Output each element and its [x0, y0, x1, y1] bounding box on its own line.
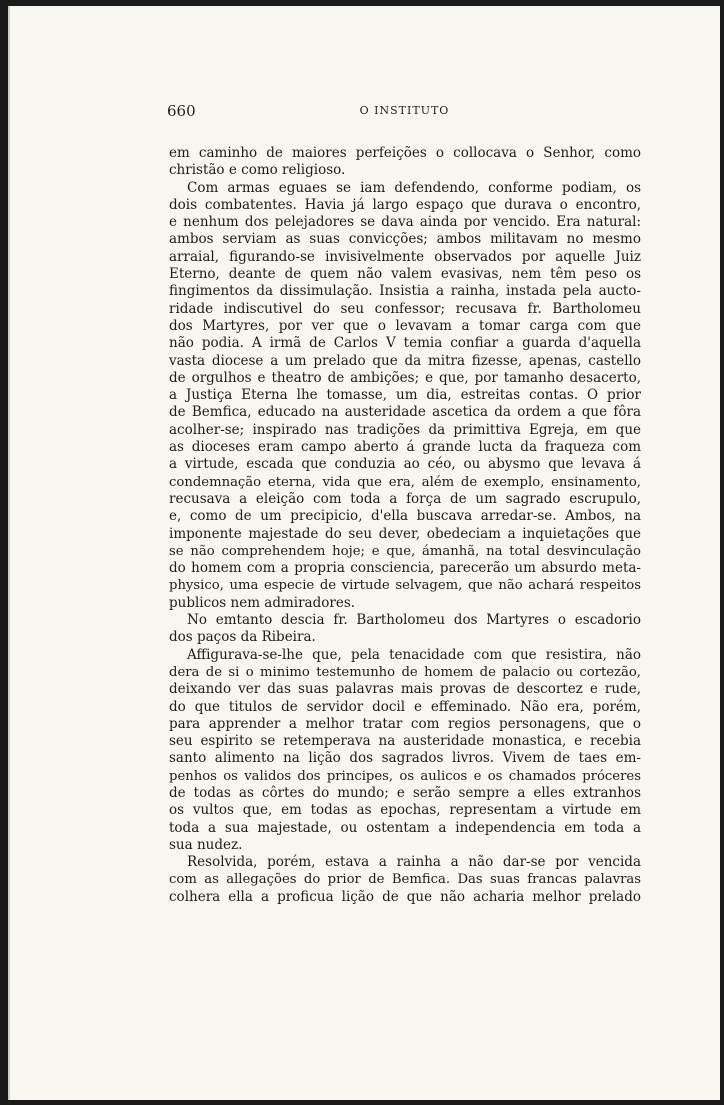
text-line: ambos serviam as suas convicções; ambos militavam no mesmo [169, 231, 641, 248]
text-line: acolher-se; inspirado nas tradições da primittiva Egreja, em que [169, 421, 641, 438]
text-line: physico, uma especie de virtude selvagem, que não achará respeitos [169, 578, 641, 594]
text-line: Affigurava-se-lhe que, pela tenacidade com que resistira, não [187, 646, 641, 663]
text-line: vasta diocese a um prelado que da mitra fizesse, apenas, castello [169, 352, 641, 369]
text-line: condemnação eterna, vida que era, além de exemplo, ensinamento, [169, 474, 641, 490]
page-number: 660 [167, 102, 196, 120]
text-line: penhos os validos dos principes, os aulicos e os chamados próceres [169, 768, 641, 784]
text-line: Com armas eguaes se iam defendendo, conforme podiam, os [187, 179, 641, 196]
body-text [169, 145, 641, 906]
text-line: Eterno, deante de quem não valem evasivas, nem têm peso os [169, 266, 641, 283]
text-line: de todas as côrtes do mundo; e serão sempre a elles extranhos [169, 784, 641, 801]
text-line: e nenhum dos pelejadores se dava ainda por vencido. Era natural: [169, 214, 641, 231]
text-line: arraial, figurando-se invisivelmente observados por aquelle Juiz [169, 248, 641, 265]
text-line: as dioceses eram campo aberto á grande lucta da fraqueza com [169, 439, 641, 456]
text-line: santo alimento na lição dos sagrados livros. Vivem de taes em- [169, 750, 641, 767]
text-line: colhera ella a proficua lição de que não acharia melhor prelado [169, 888, 641, 905]
text-line: não podia. A irmã de Carlos V temia confiar a guarda d'aquella [169, 335, 641, 352]
text-line: dera de si o minimo testemunho de homem de palacio ou cortezão, [169, 664, 641, 680]
text-line: ridade indiscutivel do seu confessor; recusava fr. Bartholomeu [169, 300, 641, 317]
text-line: do homem com a propria consciencia, parecerão um absurdo meta- [169, 560, 641, 577]
text-line: de orgulhos e theatro de ambições; e que, por tamanho desacerto, [169, 369, 641, 386]
text-line: recusava a eleição com toda a força de um sagrado escrupulo, [169, 490, 641, 507]
text-line: dos paços da Ribeira. [169, 629, 316, 646]
text-line: e, como de um precipicio, d'ella buscava arredar-se. Ambos, na [169, 508, 641, 525]
page-header [167, 102, 642, 122]
text-line: do que titulos de servidor docil e effeminado. Não era, porém, [169, 698, 641, 715]
text-line: No emtanto descia fr. Bartholomeu dos Martyres o escadorio [187, 612, 641, 629]
text-line: imponente majestade do seu dever, obedeciam a inquietações que [169, 525, 641, 542]
text-line: deixando ver das suas palavras mais provas de descortez e rude, [169, 681, 641, 698]
text-line: os vultos que, em todas as epochas, representam a virtude em [169, 802, 641, 819]
text-line: Resolvida, porém, estava a rainha a não dar-se por vencida [187, 854, 641, 871]
text-line: a Justiça Eterna lhe tomasse, um dia, estreitas contas. O prior [169, 387, 641, 404]
text-line: toda a sua majestade, ou ostentam a independencia em toda a [169, 819, 641, 836]
text-line: sua nudez. [169, 836, 243, 853]
text-line: com as allegações do prior de Bemfica. Das suas francas palavras [169, 872, 641, 888]
text-line: para apprender a melhor tratar com regios personagens, que o [169, 715, 641, 732]
text-line: a virtude, escada que conduzia ao céo, ou abysmo que levava á [169, 456, 641, 473]
text-line: publicos nem admiradores. [169, 594, 356, 611]
running-title: O INSTITUTO [359, 104, 450, 117]
text-line: dos Martyres, por ver que o levavam a tomar carga com que [169, 317, 641, 334]
text-line: de Bemfica, educado na austeridade ascetica da ordem a que fôra [169, 404, 641, 421]
text-line: seu espirito se retemperava na austeridade monastica, e recebia [169, 733, 641, 750]
text-line: fingimentos da dissimulação. Insistia a rainha, instada pela aucto- [169, 283, 641, 300]
text-line: se não comprehendem hoje; e que, ámanhã, na total desvinculação [169, 543, 641, 559]
text-line: em caminho de maiores perfeições o collocava o Senhor, como [169, 145, 641, 161]
text-line: dois combatentes. Havia já largo espaço que durava o encontro, [169, 196, 641, 213]
text-line: christão e como religioso. [169, 162, 346, 179]
